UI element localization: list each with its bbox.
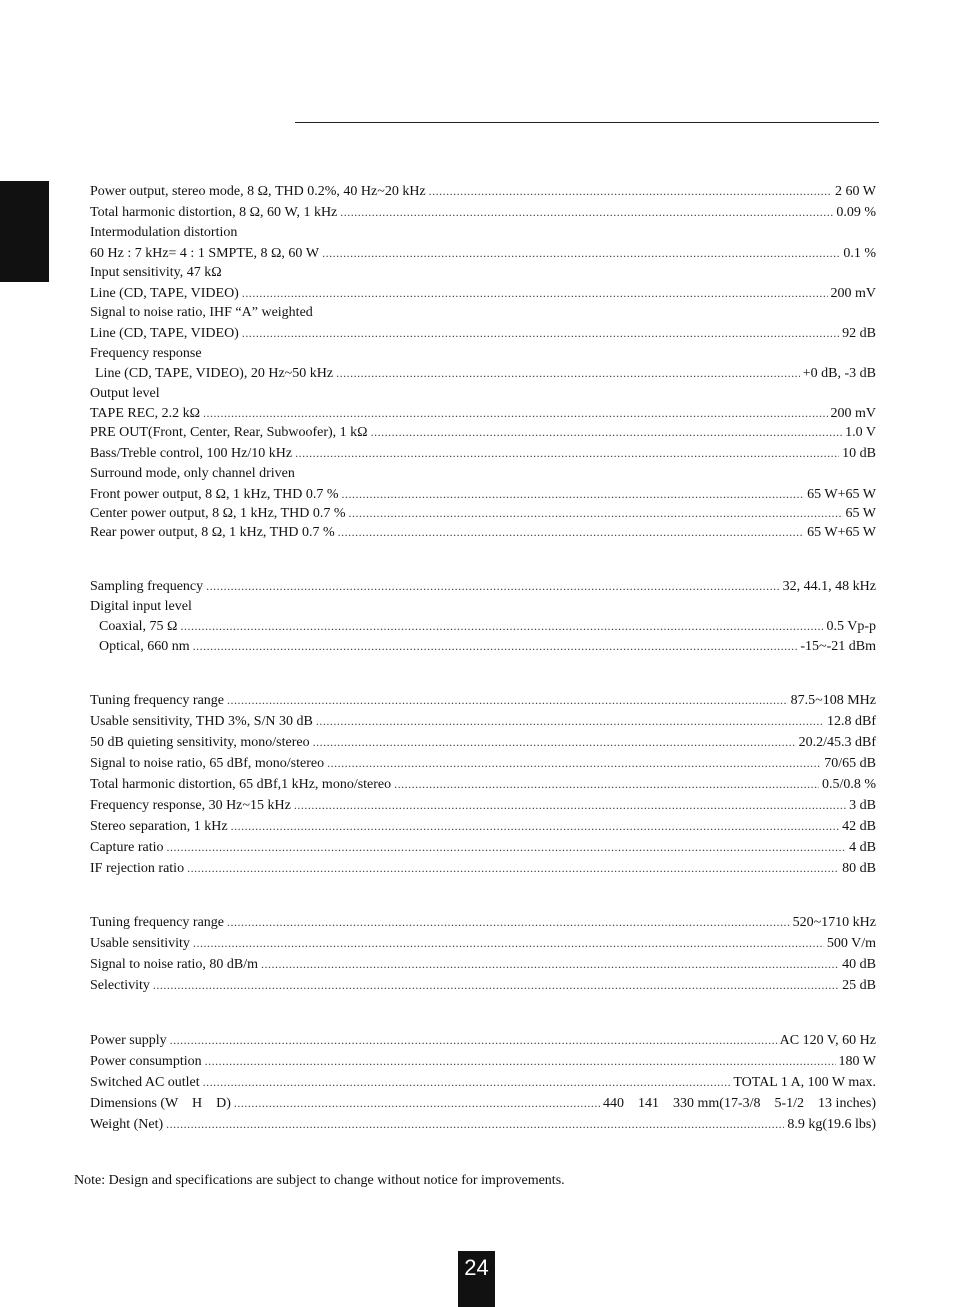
- surround-heading: Surround mode, only channel driven: [90, 466, 295, 481]
- spec-sampling-frequency: Sampling frequency ..... 32, 44.1, 48 kHz: [90, 576, 876, 596]
- spec-power-output: Power output, stereo mode, 8 Ω, THD 0.2%, 40 Hz~20 kHz ..... 2 60 W: [90, 181, 876, 201]
- spec-bass-treble: Bass/Treble control, 100 Hz/10 kHz ..... 10 dB: [90, 443, 876, 463]
- freq-heading: Frequency response: [90, 346, 202, 361]
- spec-power-consumption: Power consumption ..... 180 W: [90, 1051, 876, 1071]
- spec-fm-usable-sensitivity: Usable sensitivity, THD 3%, S/N 30 dB ..... 12.8 dBf: [90, 711, 876, 731]
- spec-fm-capture-ratio: Capture ratio ..... 4 dB: [90, 837, 876, 857]
- spec-weight: Weight (Net) ..... 8.9 kg(19.6 lbs): [90, 1114, 876, 1134]
- spec-rear-power: Rear power output, 8 Ω, 1 kHz, THD 0.7 % ..... 65 W+65 W: [90, 522, 876, 542]
- snr-heading: Signal to noise ratio, IHF “A” weighted: [90, 305, 313, 320]
- spec-power-supply: Power supply ..... AC 120 V, 60 Hz: [90, 1030, 876, 1050]
- spec-dimensions: Dimensions (W H D) ..... 440 141 330 mm(17-3/8 5-1/2 13 inches): [90, 1093, 876, 1113]
- spec-imd: 60 Hz : 7 kHz= 4 : 1 SMPTE, 8 Ω, 60 W ..... 0.1 %: [90, 243, 876, 263]
- spec-fm-if-rejection: IF rejection ratio ..... 80 dB: [90, 858, 876, 878]
- output-heading: Output level: [90, 386, 160, 401]
- spec-pre-out: PRE OUT(Front, Center, Rear, Subwoofer), 1 kΩ ..... 1.0 V: [90, 422, 876, 442]
- sensitivity-heading: Input sensitivity, 47 kΩ: [90, 265, 222, 280]
- spec-optical: Optical, 660 nm ..... -15~-21 dBm: [99, 636, 876, 656]
- spec-front-power: Front power output, 8 Ω, 1 kHz, THD 0.7 % ..... 65 W+65 W: [90, 484, 876, 504]
- spec-fm-tuning-range: Tuning frequency range ..... 87.5~108 MHz: [90, 690, 876, 710]
- spec-thd: Total harmonic distortion, 8 Ω, 60 W, 1 kHz ..... 0.09 %: [90, 202, 876, 222]
- spec-fm-thd: Total harmonic distortion, 65 dBf,1 kHz, mono/stereo ..... 0.5/0.8 %: [90, 774, 876, 794]
- spec-switched-ac-outlet: Switched AC outlet ..... TOTAL 1 A, 100 W max.: [90, 1072, 876, 1092]
- spec-am-snr: Signal to noise ratio, 80 dB/m ..... 40 dB: [90, 954, 876, 974]
- digital-input-heading: Digital input level: [90, 599, 192, 614]
- spec-tape-rec: TAPE REC, 2.2 kΩ ..... 200 mV: [90, 403, 876, 423]
- spec-am-usable-sensitivity: Usable sensitivity ..... 500 V/m: [90, 933, 876, 953]
- spec-am-selectivity: Selectivity ..... 25 dB: [90, 975, 876, 995]
- imd-heading: Intermodulation distortion: [90, 225, 238, 240]
- spec-frequency-response: Line (CD, TAPE, VIDEO), 20 Hz~50 kHz ..... +0 dB, -3 dB: [95, 363, 876, 383]
- spec-input-sensitivity: Line (CD, TAPE, VIDEO) ..... 200 mV: [90, 283, 876, 303]
- spec-center-power: Center power output, 8 Ω, 1 kHz, THD 0.7 % ..... 65 W: [90, 503, 876, 523]
- spec-snr: Line (CD, TAPE, VIDEO) ..... 92 dB: [90, 323, 876, 343]
- spec-coaxial: Coaxial, 75 Ω ..... 0.5 Vp-p: [99, 616, 876, 636]
- page-number: 24: [458, 1251, 495, 1307]
- spec-am-tuning-range: Tuning frequency range ..... 520~1710 kHz: [90, 912, 876, 932]
- spec-fm-stereo-separation: Stereo separation, 1 kHz ..... 42 dB: [90, 816, 876, 836]
- spec-fm-snr: Signal to noise ratio, 65 dBf, mono/stereo ..... 70/65 dB: [90, 753, 876, 773]
- spec-fm-frequency-response: Frequency response, 30 Hz~15 kHz ..... 3 dB: [90, 795, 876, 815]
- footnote: Note: Design and specifications are subject to change without notice for improvements.: [74, 1173, 565, 1188]
- spec-fm-quieting: 50 dB quieting sensitivity, mono/stereo ..... 20.2/45.3 dBf: [90, 732, 876, 752]
- header-rule: [295, 122, 879, 123]
- section-tab-marker: [0, 181, 49, 282]
